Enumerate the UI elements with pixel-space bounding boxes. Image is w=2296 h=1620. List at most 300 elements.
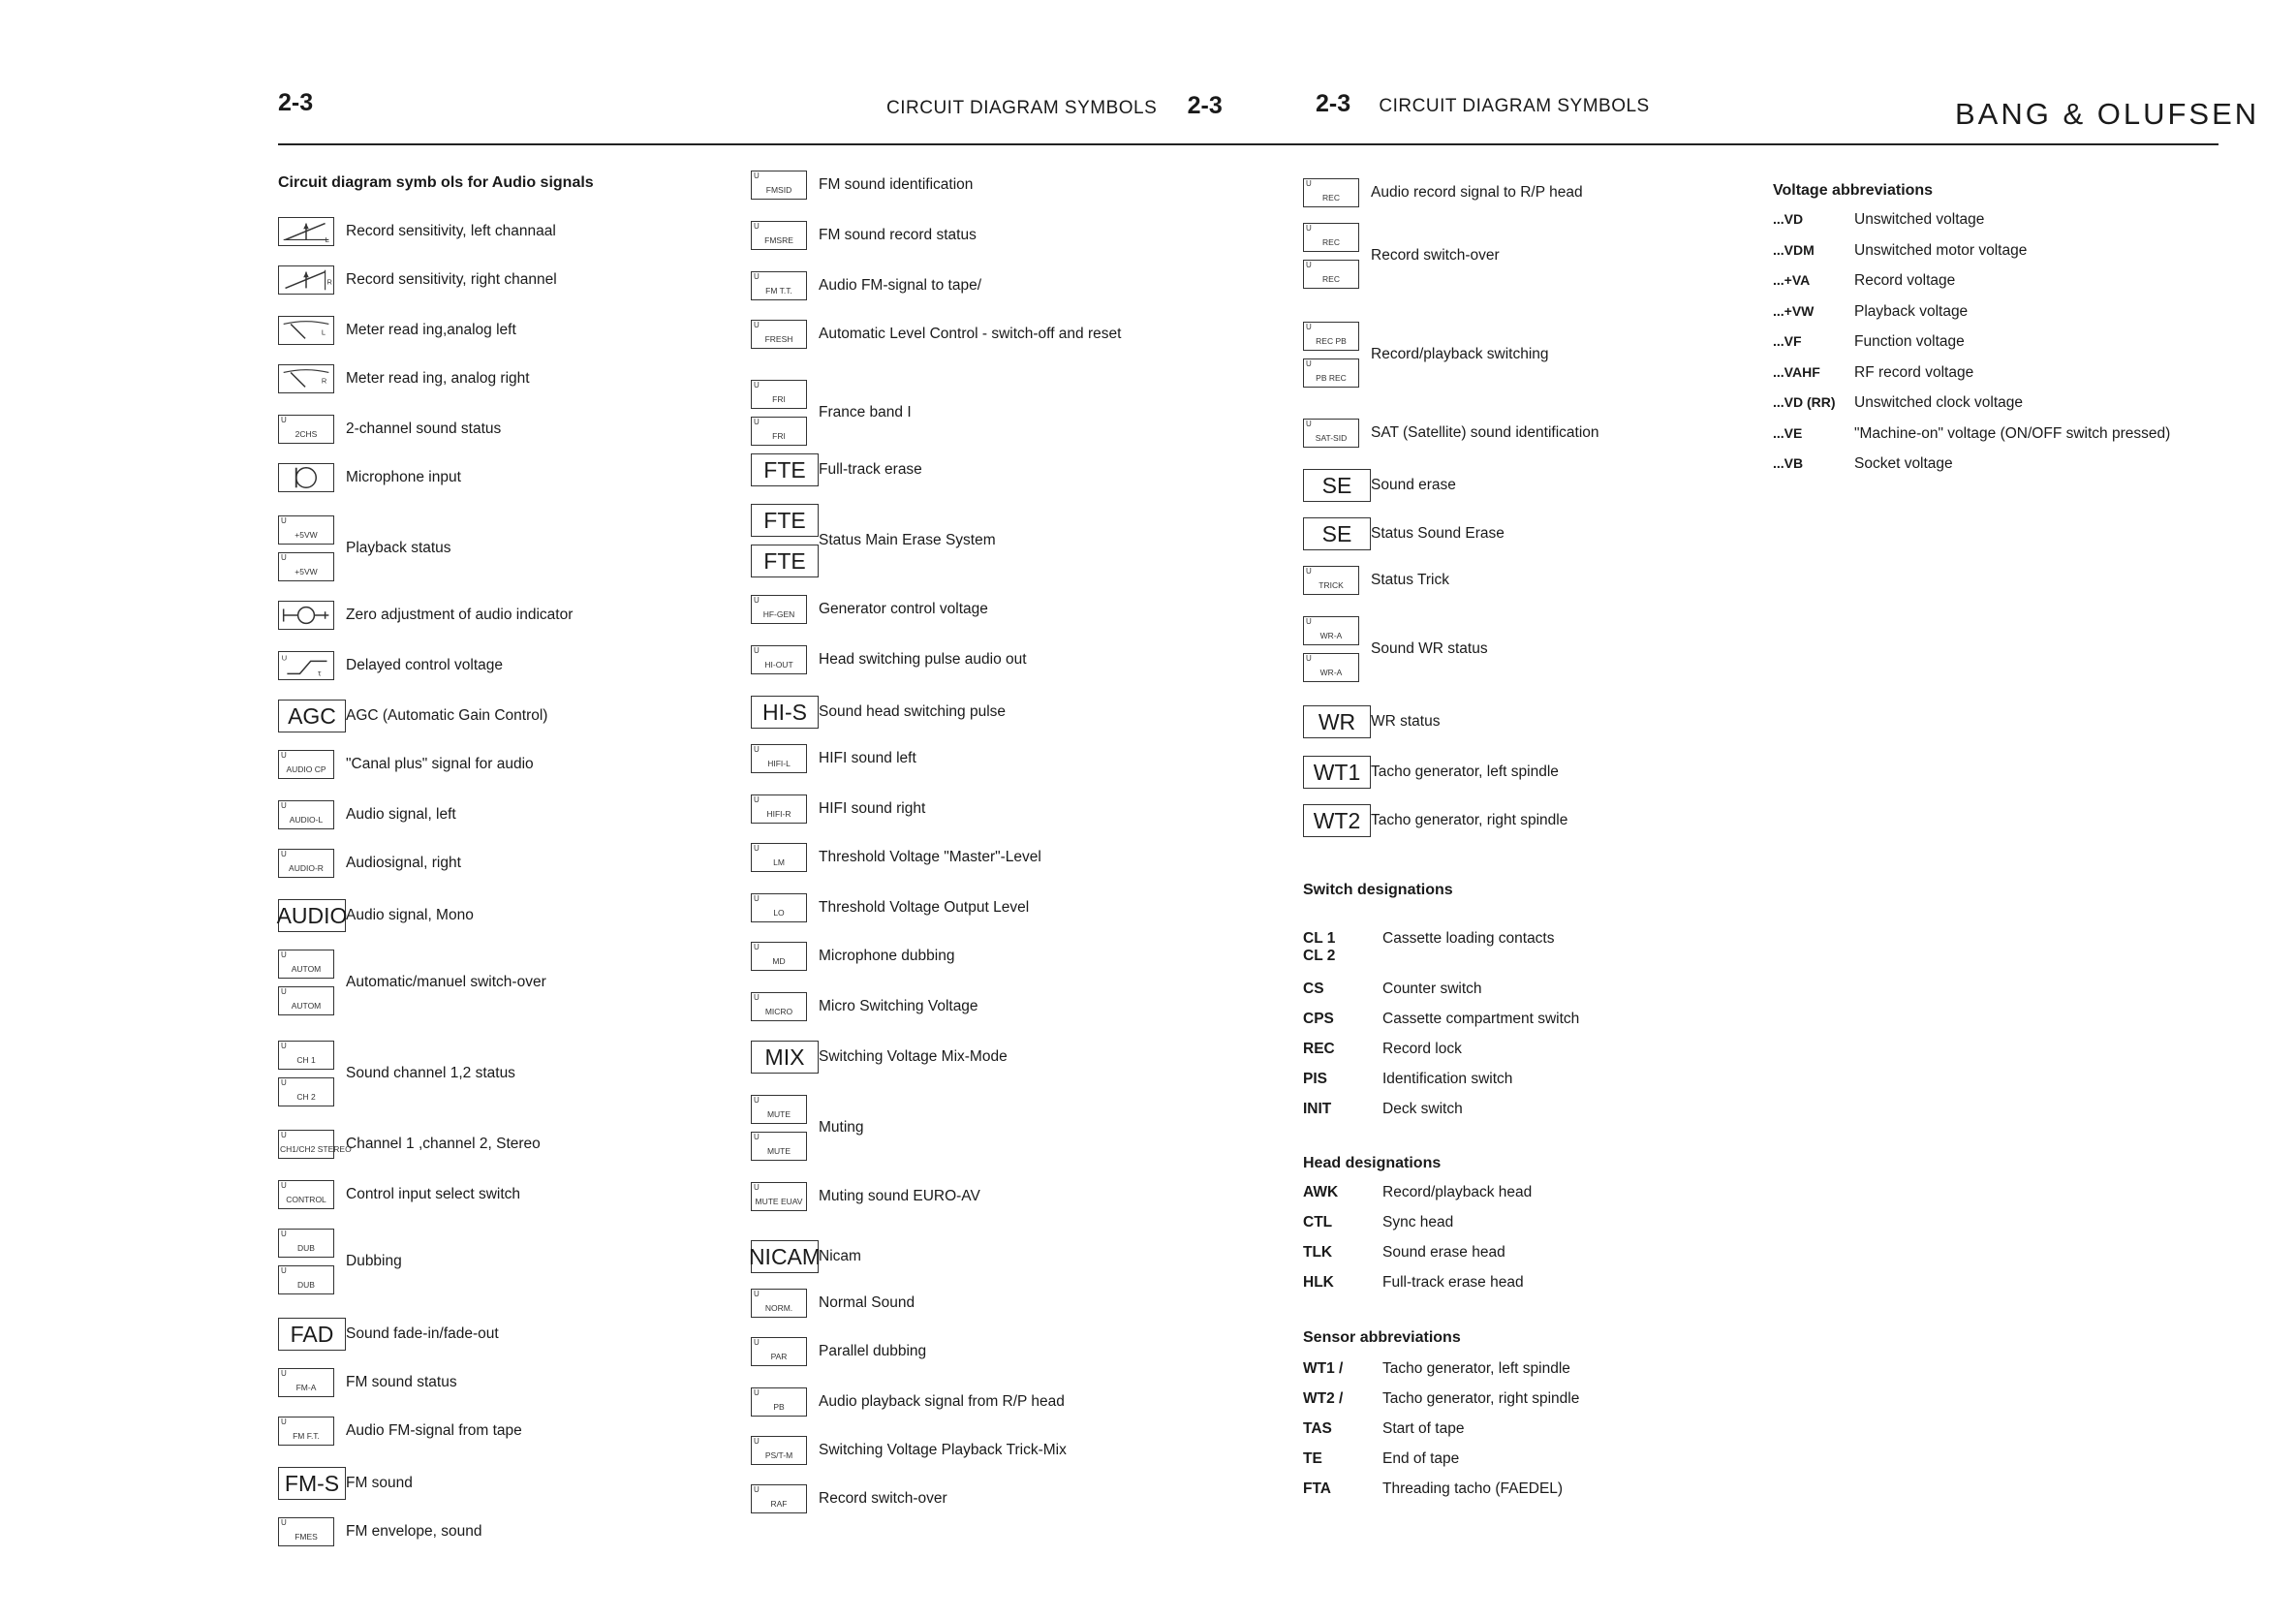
symbol-row bbox=[278, 515, 451, 581]
symbol-group bbox=[278, 1467, 346, 1500]
symbol-rec bbox=[1303, 178, 1359, 207]
symbol-group bbox=[751, 171, 819, 200]
abbreviation-key: INIT bbox=[1303, 1101, 1332, 1117]
symbol-row bbox=[1303, 756, 1559, 789]
symbol-description: FM sound identification bbox=[819, 176, 974, 193]
abbreviation-row bbox=[1303, 1184, 1532, 1201]
abbreviation-key: FTA bbox=[1303, 1480, 1331, 1497]
symbol-description: Record/playback switching bbox=[1371, 346, 1549, 362]
symbol-code: U 2CHS bbox=[295, 428, 318, 439]
symbol-code: U REC bbox=[1322, 192, 1340, 202]
abbreviation-key: ...VD (RR) bbox=[1773, 394, 1836, 410]
abbreviation-key: AWK bbox=[1303, 1184, 1339, 1200]
abbreviation-label: Sync head bbox=[1382, 1214, 1454, 1231]
symbol-code: U PB REC bbox=[1316, 372, 1347, 383]
symbol-group bbox=[278, 364, 346, 393]
symbol-description: Sound erase bbox=[1371, 477, 1456, 493]
symbol-code: U FRI bbox=[772, 393, 786, 404]
symbol-group bbox=[1303, 804, 1371, 837]
symbol-row bbox=[751, 320, 1121, 349]
meter-right-icon bbox=[278, 364, 334, 393]
right-header-title: CIRCUIT DIAGRAM SYMBOLS bbox=[1379, 96, 1650, 116]
left-header-title: CIRCUIT DIAGRAM SYMBOLS bbox=[886, 98, 1158, 118]
abbreviation-key: ...VB bbox=[1773, 455, 1804, 471]
symbol-description: France band I bbox=[819, 404, 912, 421]
abbreviation-label: Full-track erase head bbox=[1382, 1274, 1524, 1291]
symbol-description: Microphone input bbox=[346, 469, 461, 485]
abbreviation-label: Function voltage bbox=[1854, 333, 1965, 350]
symbol-agc: AGC bbox=[278, 700, 346, 732]
symbol-group bbox=[278, 800, 346, 829]
symbol-row bbox=[751, 380, 912, 446]
symbol-description: Record sensitivity, right channel bbox=[346, 271, 557, 288]
symbol-row bbox=[1303, 178, 1583, 207]
symbol-row bbox=[748, 1240, 861, 1273]
symbol-description: WR status bbox=[1371, 713, 1441, 730]
symbol-code: U SAT-SID bbox=[1315, 432, 1348, 443]
symbol-code: U NORM. bbox=[764, 1302, 793, 1313]
symbol-group bbox=[1303, 178, 1371, 207]
symbol-description: Audio FM-signal to tape/ bbox=[819, 277, 982, 294]
abbreviation-key: ...+VW bbox=[1773, 302, 1815, 319]
symbol-description: Tacho generator, left spindle bbox=[1371, 763, 1559, 780]
symbol-group bbox=[751, 942, 819, 971]
symbol-code: U FRI bbox=[772, 430, 786, 441]
symbol-row bbox=[278, 1517, 481, 1546]
symbol-group bbox=[278, 1130, 352, 1159]
symbol-code: U REC bbox=[1322, 236, 1340, 247]
symbol-audio-cp bbox=[278, 750, 334, 779]
symbol-row bbox=[278, 364, 530, 393]
symbol-description: Audio record signal to R/P head bbox=[1371, 184, 1583, 201]
symbol-group bbox=[278, 1180, 346, 1209]
abbreviation-label: Socket voltage bbox=[1854, 455, 1953, 472]
abbreviation-row bbox=[1303, 1011, 1579, 1028]
symbol-se: SE bbox=[1303, 517, 1371, 550]
symbol-group bbox=[751, 1436, 819, 1465]
symbol-sat-sid bbox=[1303, 419, 1359, 448]
symbol-group bbox=[751, 992, 819, 1021]
symbol-code: U FRESH bbox=[764, 333, 793, 344]
symbol-group bbox=[1303, 616, 1371, 682]
symbol-group bbox=[278, 1318, 346, 1351]
symbol-group bbox=[751, 504, 819, 577]
symbol-group bbox=[751, 1289, 819, 1318]
symbol-group bbox=[278, 651, 346, 680]
svg-text:L: L bbox=[325, 235, 329, 245]
symbol-micro bbox=[751, 992, 807, 1021]
symbol-hi-s: HI-S bbox=[751, 696, 819, 729]
switch-designations-title: Switch designations bbox=[1303, 882, 1453, 898]
symbol-code: U MUTE bbox=[766, 1145, 791, 1156]
symbol-description: Microphone dubbing bbox=[819, 948, 955, 964]
abbreviation-key: CPS bbox=[1303, 1011, 1334, 1027]
abbreviation-label: Playback voltage bbox=[1854, 302, 1969, 320]
symbol-ch-2 bbox=[278, 1077, 334, 1106]
symbol-row bbox=[1303, 469, 1456, 502]
symbol-rec bbox=[1303, 260, 1359, 289]
left-page-number: 2-3 bbox=[278, 89, 314, 116]
symbol-group bbox=[751, 1041, 819, 1074]
symbol-group bbox=[751, 1182, 819, 1211]
symbol-code: U RAF bbox=[770, 1498, 788, 1509]
symbol-group bbox=[751, 1337, 819, 1366]
symbol-wr-a bbox=[1303, 653, 1359, 682]
symbol-group bbox=[278, 217, 346, 246]
symbol-row bbox=[278, 800, 456, 829]
symbol-norm bbox=[751, 1289, 807, 1318]
audio-symbols-column bbox=[278, 0, 743, 1620]
brand-logo: BANG & OLUFSEN bbox=[1955, 97, 2260, 131]
symbol-row bbox=[751, 645, 1027, 674]
symbol-5vw bbox=[278, 552, 334, 581]
symbol-mute-euav bbox=[751, 1182, 807, 1211]
abbreviation-row bbox=[1303, 1450, 1459, 1468]
symbol-row bbox=[278, 217, 556, 246]
symbol-row bbox=[278, 415, 501, 444]
abbreviation-label: Cassette compartment switch bbox=[1382, 1011, 1580, 1027]
symbol-rec bbox=[1303, 223, 1359, 252]
symbol-description: Head switching pulse audio out bbox=[819, 651, 1027, 668]
symbol-row bbox=[278, 601, 573, 630]
symbol-group bbox=[751, 1484, 819, 1513]
symbol-pb-rec bbox=[1303, 358, 1359, 388]
symbol-5vw bbox=[278, 515, 334, 545]
symbol-description: Switching Voltage Playback Trick-Mix bbox=[819, 1442, 1067, 1458]
abbreviation-key: ...VD bbox=[1773, 211, 1804, 227]
abbreviation-key: TE bbox=[1303, 1450, 1322, 1467]
symbol-row bbox=[751, 744, 916, 773]
symbol-row bbox=[751, 453, 922, 486]
symbol-fmes bbox=[278, 1517, 334, 1546]
symbol-pb bbox=[751, 1387, 807, 1417]
abbreviation-row bbox=[1303, 1101, 1463, 1118]
symbol-code: U DUB bbox=[297, 1242, 315, 1253]
symbol-code: U MICRO bbox=[764, 1006, 793, 1016]
symbol-code: U FM F.T. bbox=[293, 1430, 320, 1441]
microphone-icon bbox=[278, 463, 334, 492]
abbreviation-row bbox=[1303, 930, 1555, 965]
abbreviation-label: Record voltage bbox=[1854, 272, 1956, 289]
symbol-row bbox=[1303, 705, 1440, 738]
symbol-row bbox=[278, 1130, 541, 1159]
abbreviation-key: CTL bbox=[1303, 1214, 1333, 1231]
symbol-mix: MIX bbox=[751, 1041, 819, 1074]
symbol-description: Threshold Voltage Output Level bbox=[819, 899, 1030, 916]
symbol-row bbox=[278, 700, 547, 732]
symbol-fresh bbox=[751, 320, 807, 349]
symbol-description: 2-channel sound status bbox=[346, 421, 502, 437]
symbol-group bbox=[751, 843, 819, 872]
abbreviation-label: Counter switch bbox=[1382, 981, 1482, 997]
abbreviation-label: Unswitched voltage bbox=[1854, 211, 1985, 228]
symbol-fri bbox=[751, 417, 807, 446]
symbol-row bbox=[278, 1180, 520, 1209]
symbol-group bbox=[278, 316, 346, 345]
svg-text:R: R bbox=[321, 376, 327, 386]
symbol-row bbox=[278, 651, 503, 680]
symbol-row bbox=[278, 1229, 402, 1294]
symbol-group bbox=[751, 453, 819, 486]
abbreviation-row bbox=[1303, 1244, 1505, 1262]
abbreviation-label: Cassette loading contacts bbox=[1382, 930, 1555, 947]
symbol-description: Micro Switching Voltage bbox=[819, 998, 978, 1014]
symbol-ps-t-m bbox=[751, 1436, 807, 1465]
abbreviation-key: TLK bbox=[1303, 1244, 1333, 1261]
svg-text:R: R bbox=[326, 277, 332, 287]
svg-text:τ: τ bbox=[318, 668, 322, 678]
abbreviation-label: Threading tacho (FAEDEL) bbox=[1382, 1480, 1564, 1497]
symbol-code: U AUDIO-L bbox=[289, 814, 324, 825]
symbol-code: U FM-A bbox=[295, 1382, 317, 1392]
symbol-code: U PAR bbox=[770, 1351, 788, 1361]
symbol-group bbox=[278, 515, 346, 581]
symbol-group bbox=[278, 899, 346, 932]
symbol-autom bbox=[278, 986, 334, 1015]
abbreviation-key: ...VAHF bbox=[1773, 363, 1820, 380]
symbol-row bbox=[751, 1289, 915, 1318]
symbol-row bbox=[751, 1484, 947, 1513]
symbol-description: Audio playback signal from R/P head bbox=[819, 1393, 1065, 1410]
symbol-description: Full-track erase bbox=[819, 461, 922, 478]
symbol-description: FM sound bbox=[346, 1475, 413, 1491]
abbreviation-row bbox=[1773, 425, 2170, 443]
symbol-fte: FTE bbox=[751, 504, 819, 537]
abbreviation-label: Unswitched motor voltage bbox=[1854, 241, 2028, 259]
symbol-row bbox=[751, 794, 925, 824]
abbreviation-key: WT2 / bbox=[1303, 1390, 1344, 1407]
symbol-description: Meter read ing, analog right bbox=[346, 370, 530, 387]
symbol-code: U REC PB bbox=[1316, 335, 1347, 346]
symbol-group bbox=[1303, 517, 1371, 550]
symbol-group bbox=[751, 645, 819, 674]
abbreviation-key: HLK bbox=[1303, 1274, 1334, 1291]
symbol-group bbox=[278, 700, 346, 732]
symbol-code: U HF-GEN bbox=[762, 608, 795, 619]
svg-text:U: U bbox=[281, 653, 288, 663]
symbol-fri bbox=[751, 380, 807, 409]
symbol-description: SAT (Satellite) sound identification bbox=[1371, 424, 1599, 441]
symbol-raf bbox=[751, 1484, 807, 1513]
sensor-abbreviations-title: Sensor abbreviations bbox=[1303, 1329, 1461, 1346]
symbol-description: Muting bbox=[819, 1119, 864, 1136]
symbol-row bbox=[1303, 517, 1505, 550]
abbreviation-row bbox=[1773, 333, 1965, 351]
symbol-description: Sound head switching pulse bbox=[819, 703, 1007, 720]
symbol-group bbox=[751, 1095, 819, 1161]
symbol-code: U LO bbox=[773, 907, 785, 918]
symbol-group bbox=[278, 1517, 346, 1546]
abbreviation-label: Record lock bbox=[1382, 1041, 1462, 1057]
symbol-fmsre bbox=[751, 221, 807, 250]
symbol-par bbox=[751, 1337, 807, 1366]
symbol-group bbox=[278, 601, 346, 630]
symbol-description: Zero adjustment of audio indicator bbox=[346, 607, 574, 623]
symbol-hi-out bbox=[751, 645, 807, 674]
fm-symbols-column bbox=[748, 0, 1293, 1620]
symbol-row bbox=[278, 849, 461, 878]
symbol-description: Muting sound EURO-AV bbox=[819, 1188, 980, 1204]
left-header-page: 2-3 bbox=[1187, 92, 1223, 119]
symbol-row bbox=[751, 1387, 1065, 1417]
symbol-row bbox=[1303, 223, 1500, 289]
symbol-row bbox=[278, 750, 534, 779]
symbol-mute bbox=[751, 1095, 807, 1124]
symbol-description: Status Sound Erase bbox=[1371, 525, 1505, 542]
symbol-row bbox=[278, 265, 557, 295]
symbol-audio-l bbox=[278, 800, 334, 829]
abbreviation-row bbox=[1303, 981, 1482, 998]
symbol-control bbox=[278, 1180, 334, 1209]
abbreviation-row bbox=[1303, 1420, 1464, 1438]
symbol-group bbox=[1303, 566, 1371, 595]
symbol-code: U CH1/CH2 STEREO bbox=[280, 1143, 352, 1154]
symbol-code: U +5VW bbox=[295, 529, 318, 540]
abbreviation-label: "Machine-on" voltage (ON/OFF switch pressed) bbox=[1854, 424, 2171, 442]
symbol-group bbox=[751, 271, 819, 300]
symbol-row bbox=[278, 950, 546, 1015]
symbol-description: Control input select switch bbox=[346, 1186, 521, 1202]
delay-icon bbox=[278, 651, 334, 680]
symbol-group bbox=[748, 1240, 822, 1273]
abbreviation-key: CS bbox=[1303, 981, 1324, 997]
abbreviation-key: WT1 / bbox=[1303, 1360, 1344, 1377]
voltage-abbreviations-title: Voltage abbreviations bbox=[1773, 182, 1934, 199]
symbol-description: Threshold Voltage "Master"-Level bbox=[819, 849, 1041, 865]
symbol-hf-gen bbox=[751, 595, 807, 624]
symbol-row bbox=[751, 504, 996, 577]
symbol-row bbox=[1303, 419, 1599, 448]
abbreviation-key: CL 1 CL 2 bbox=[1303, 930, 1336, 964]
symbol-group bbox=[1303, 469, 1371, 502]
symbol-code: U HIFI-R bbox=[766, 808, 791, 819]
symbol-trick bbox=[1303, 566, 1359, 595]
abbreviation-row bbox=[1773, 455, 1953, 473]
symbol-row bbox=[278, 316, 516, 345]
abbreviation-label: Tacho generator, right spindle bbox=[1382, 1390, 1580, 1407]
symbol-group bbox=[751, 794, 819, 824]
symbol-group bbox=[1303, 322, 1371, 388]
symbol-fte: FTE bbox=[751, 545, 819, 577]
symbol-row bbox=[751, 221, 977, 250]
symbol-description: Generator control voltage bbox=[819, 601, 988, 617]
symbol-group bbox=[278, 265, 346, 295]
symbol-audio-r bbox=[278, 849, 334, 878]
abbreviation-row bbox=[1303, 1390, 1579, 1408]
symbol-code: U HIFI-L bbox=[767, 758, 791, 768]
symbol-code: U CONTROL bbox=[286, 1194, 326, 1204]
audio-symbols-title: Circuit diagram symb ols for Audio signals bbox=[278, 174, 594, 191]
symbol-fm-a bbox=[278, 1368, 334, 1397]
symbol-description: Switching Voltage Mix-Mode bbox=[819, 1048, 1008, 1065]
symbol-audio: AUDIO bbox=[278, 899, 346, 932]
symbol-group bbox=[751, 320, 819, 349]
sensitivity-right-icon bbox=[278, 265, 334, 295]
symbol-fad: FAD bbox=[278, 1318, 346, 1351]
symbol-row bbox=[278, 1417, 522, 1446]
voltage-abbreviations-column bbox=[1773, 0, 2277, 1620]
symbol-group bbox=[1303, 223, 1371, 289]
abbreviation-row bbox=[1303, 1214, 1453, 1231]
symbol-description: FM sound status bbox=[346, 1374, 457, 1390]
symbol-code: U MUTE bbox=[766, 1108, 791, 1119]
abbreviation-key: REC bbox=[1303, 1041, 1335, 1057]
symbol-description: HIFI sound left bbox=[819, 750, 916, 766]
symbol-code: U FM T.T. bbox=[765, 285, 792, 296]
symbol-code: U MUTE EUAV bbox=[755, 1196, 803, 1206]
right-page-number: 2-3 bbox=[1316, 90, 1351, 117]
abbreviation-key: TAS bbox=[1303, 1420, 1332, 1437]
symbol-row bbox=[1303, 804, 1567, 837]
abbreviation-row bbox=[1773, 303, 1968, 321]
symbol-description: Status Main Erase System bbox=[819, 532, 996, 548]
symbol-row bbox=[751, 1095, 864, 1161]
symbol-wt1: WT1 bbox=[1303, 756, 1371, 789]
symbol-ch1-ch2-stereo bbox=[278, 1130, 352, 1159]
symbol-group bbox=[278, 849, 346, 878]
symbol-row bbox=[1303, 322, 1549, 388]
symbol-lm bbox=[751, 843, 807, 872]
symbol-group bbox=[751, 380, 819, 446]
symbol-group bbox=[278, 1041, 346, 1106]
abbreviation-row bbox=[1773, 272, 1955, 290]
symbol-description: Audiosignal, right bbox=[346, 855, 461, 871]
abbreviation-row bbox=[1303, 1071, 1512, 1088]
symbol-2chs bbox=[278, 415, 334, 444]
abbreviation-label: Record/playback head bbox=[1382, 1184, 1533, 1200]
symbol-group bbox=[751, 221, 819, 250]
abbreviation-key: ...VDM bbox=[1773, 241, 1815, 258]
zero-adjust-icon bbox=[278, 601, 334, 630]
symbol-dub bbox=[278, 1229, 334, 1258]
abbreviation-row bbox=[1303, 1360, 1570, 1378]
symbol-hifi-l bbox=[751, 744, 807, 773]
symbol-ch-1 bbox=[278, 1041, 334, 1070]
symbol-row bbox=[751, 843, 1041, 872]
symbol-row bbox=[751, 942, 954, 971]
symbol-fte: FTE bbox=[751, 453, 819, 486]
symbol-description: Record switch-over bbox=[819, 1490, 947, 1507]
record-symbols-column bbox=[1303, 0, 1758, 1620]
symbol-row bbox=[1303, 616, 1488, 682]
symbol-group bbox=[278, 750, 346, 779]
symbol-code: U AUDIO CP bbox=[286, 763, 326, 774]
symbol-code: U TRICK bbox=[1319, 579, 1344, 590]
symbol-description: HIFI sound right bbox=[819, 800, 926, 817]
symbol-mute bbox=[751, 1132, 807, 1161]
symbol-group bbox=[751, 696, 819, 729]
symbol-code: U FMES bbox=[295, 1531, 318, 1542]
symbol-description: Audio signal, left bbox=[346, 806, 456, 823]
symbol-description: "Canal plus" signal for audio bbox=[346, 756, 534, 772]
symbol-se: SE bbox=[1303, 469, 1371, 502]
symbol-hifi-r bbox=[751, 794, 807, 824]
symbol-code: U CH 1 bbox=[296, 1054, 316, 1065]
symbol-rec-pb bbox=[1303, 322, 1359, 351]
symbol-code: U HI-OUT bbox=[764, 659, 793, 670]
abbreviation-row bbox=[1303, 1041, 1462, 1058]
symbol-group bbox=[1303, 756, 1371, 789]
symbol-group bbox=[278, 950, 346, 1015]
abbreviation-row bbox=[1303, 1480, 1563, 1498]
symbol-group bbox=[278, 1229, 346, 1294]
symbol-group bbox=[751, 893, 819, 922]
abbreviation-key: ...VF bbox=[1773, 333, 1802, 349]
symbol-row bbox=[278, 463, 461, 492]
symbol-description: Sound WR status bbox=[1371, 640, 1488, 657]
symbol-description: Record sensitivity, left channaal bbox=[346, 223, 556, 239]
abbreviation-label: Start of tape bbox=[1382, 1420, 1465, 1437]
